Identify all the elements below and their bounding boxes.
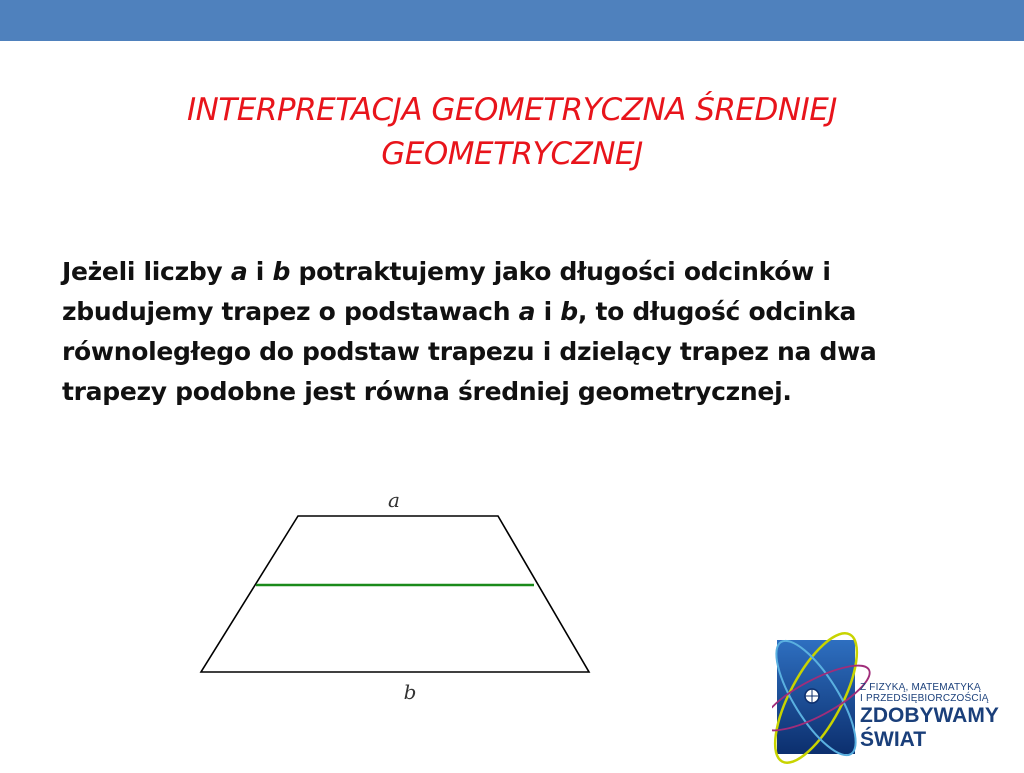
label-b: b [403,680,417,704]
slide-paragraph [62,252,962,412]
paragraph-text: Jeżeli liczby [62,257,231,286]
paragraph-text: i [535,297,561,326]
paragraph-text: potraktujemy jako długości odcinków i zbudujemy trapez o podstawach [62,257,831,326]
logo-line-1: Z FIZYKĄ, MATEMATYKĄ [860,682,981,693]
variable-b: b [272,257,291,286]
label-a: a [388,488,400,512]
logo-text [860,682,999,752]
logo [772,622,1024,768]
logo-line-2: I PRZEDSIĘBIORCZOŚCIĄ [860,693,989,704]
variable-a: a [230,257,248,286]
variable-a: a [518,297,536,326]
trapezoid-figure [190,482,610,712]
paragraph-text: , to długość odcinka równoległego do podstaw trapezu i dzielący trapez na dwa trapezy podobne jest równa średniej geometrycznej. [62,297,877,406]
paragraph-text: i [247,257,273,286]
logo-line-4: ŚWIAT [860,728,927,751]
logo-line-3: ZDOBYWAMY [860,704,999,727]
slide-title: INTERPRETACJA GEOMETRYCZNA ŚREDNIEJ GEOMETRYCZNEJ [187,92,837,172]
header-bar [0,0,1024,41]
trapezoid-diagram [190,482,610,712]
trapezoid-outline [201,516,589,672]
variable-b: b [560,297,578,326]
